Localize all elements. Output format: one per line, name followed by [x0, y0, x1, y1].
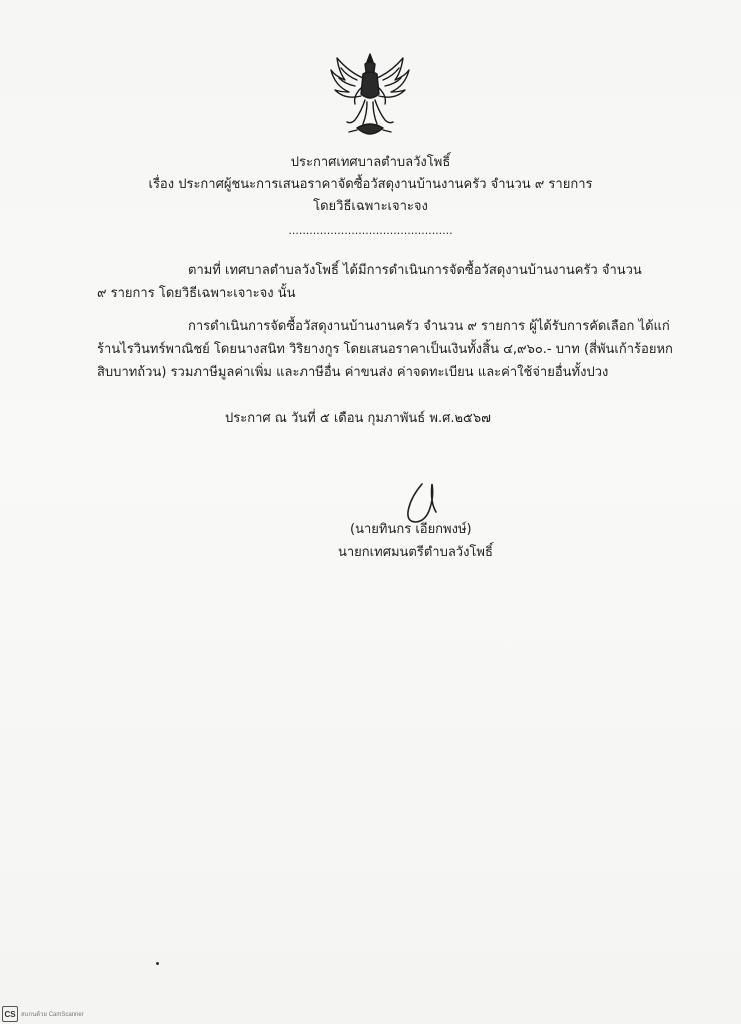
paragraph-2-line-1: การดำเนินการจัดซื้อวัสดุงานบ้านงานครัว จำนวน ๙ รายการ ผู้ได้รับการคัดเลือก ได้แก่	[188, 319, 670, 334]
garuda-emblem-icon	[327, 50, 413, 142]
paragraph-1-line-2: ๙ รายการ โดยวิธีเฉพาะเจาะจง นั้น	[97, 286, 296, 301]
document-method: โดยวิธีเฉพาะเจาะจง	[313, 199, 428, 214]
camscanner-watermark	[2, 1006, 84, 1022]
document-subject: เรื่อง ประกาศผู้ชนะการเสนอราคาจัดซื้อวัสดุงานบ้านงานครัว จำนวน ๙ รายการ	[148, 177, 593, 192]
camscanner-logo-icon: CS	[2, 1006, 18, 1022]
signatory-name: (นายทินกร เอียกพงษ์)	[350, 522, 472, 537]
paper-speck	[156, 962, 159, 965]
announcement-date: ประกาศ ณ วันที่ ๕ เดือน กุมภาพันธ์ พ.ศ.๒๕๖๗	[225, 411, 491, 426]
document-title: ประกาศเทศบาลตำบลวังโพธิ์	[290, 155, 451, 170]
header-divider: ...............................................	[288, 224, 453, 237]
camscanner-text: สแกนด้วย CamScanner	[21, 1012, 84, 1018]
paragraph-2-line-3: สิบบาทถ้วน) รวมภาษีมูลค่าเพิ่ม และภาษีอื่น ค่าขนส่ง ค่าจดทะเบียน และค่าใช้จ่ายอื่นทั้งปวง	[97, 365, 609, 380]
signatory-position: นายกเทศมนตรีตำบลวังโพธิ์	[338, 545, 493, 560]
paragraph-1-line-1: ตามที่ เทศบาลตำบลวังโพธิ์ ได้มีการดำเนินการจัดซื้อวัสดุงานบ้านงานครัว จำนวน	[188, 263, 642, 278]
paragraph-2-line-2: ร้านไรวินทร์พาณิชย์ โดยนางสนิท วิริยางกูร โดยเสนอราคาเป็นเงินทั้งสิ้น ๔,๙๖๐.- บาท (สี่พันเก้าร้อยหก	[97, 342, 673, 357]
